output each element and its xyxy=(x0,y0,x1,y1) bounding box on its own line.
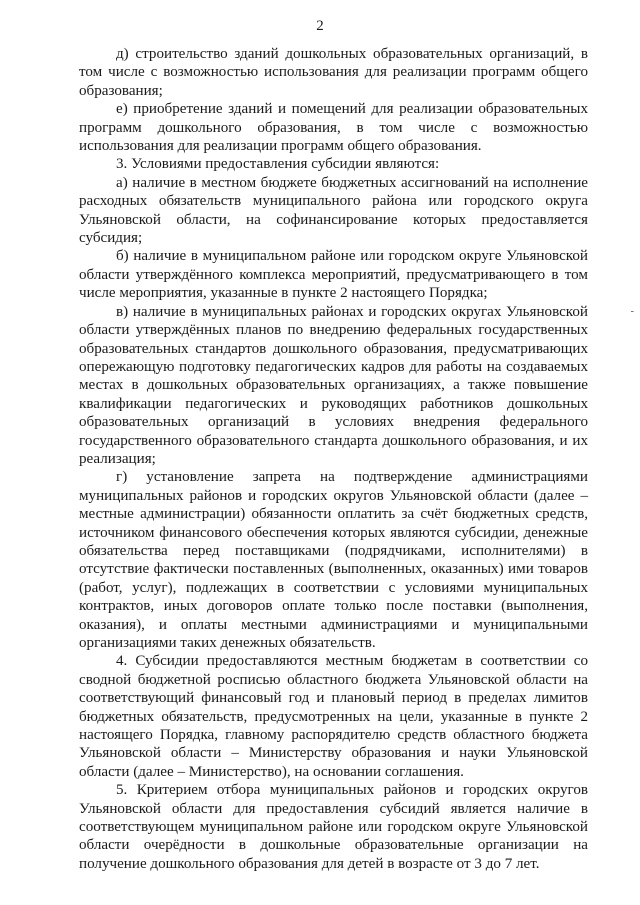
paragraph-section-3: 3. Условиями предоставления субсидии являются: xyxy=(116,156,440,173)
paragraph-e: е) приобретение зданий и помещений для реализации образовательных программ дошкольного образования, в том числе с возможностью использования для реализации программ общего образования. xyxy=(79,101,588,155)
paragraph-section-4: 4. Субсидии предоставляются местным бюджетам в соответствии со сводной бюджетной росписью областного бюджета Ульяновской области на соответствующий финансовый год и плановый период в пределах лимитов бюджетных обязательств, предусмотренных на цели, указанные в пункте 2 настоящего Порядка, главному распорядителю средств областного бюджета Ульяновской области – Министерству образования и науки Ульяновской области (далее – Министерство), на основании соглашения. xyxy=(79,653,588,780)
paragraph-3v: в) наличие в муниципальных районах и городских округах Ульяновской области утверждённых планов по внедрению федеральных государственных образовательных стандартов дошкольного образования, предусматривающих опережающую подготовку педагогических кадров для работы на создаваемых местах в дошкольных образовательных организациях, а также повышение квалификации педагогических и руководящих работников дошкольных образовательных организаций в условиях внедрения федерального государственного образовательного стандарта дошкольного образования, и их реализация; xyxy=(79,303,588,467)
page-number: 2 xyxy=(316,18,324,34)
paragraph-section-5: 5. Критерием отбора муниципальных районов и городских округов Ульяновской области для предоставления субсидий является наличие в соответствующем муниципальном районе или городском округе Ульяновской области очерёдности в дошкольные образовательные организации на получение дошкольного образования для детей в возрасте от 3 до 7 лет. xyxy=(79,782,588,872)
margin-mark: - xyxy=(630,306,634,317)
document-body xyxy=(79,45,588,873)
paragraph-3a: а) наличие в местном бюджете бюджетных ассигнований на исполнение расходных обязательств муниципального района или городского округа Ульяновской области, на софинансирование которых предоставляется субсидия; xyxy=(79,174,588,247)
paragraph-3g: г) установление запрета на подтверждение администрациями муниципальных районов и городских округов Ульяновской области (далее – местные администрации) обязанности оплатить за счёт бюджетных средств, источником финансового обеспечения которых являются субсидии, денежные обязательства перед поставщиками (подрядчиками, исполнителями) в отсутствие фактически поставленных (выполненных, оказанных) ими товаров (работ, услуг), подлежащих в соответствии с условиями муниципальных контрактов, иных договоров оплате только после поставки (выполнения, оказания), и оплаты местными администрациями и муниципальными организациями таких денежных обязательств. xyxy=(79,469,588,651)
paragraph-d: д) строительство зданий дошкольных образовательных организаций, в том числе с возможностью использования для реализации программ общего образования; xyxy=(79,46,588,99)
paragraph-3b: б) наличие в муниципальном районе или городском округе Ульяновской области утверждённого комплекса мероприятий, предусматривающего в том числе мероприятия, указанные в пункте 2 настоящего Порядка; xyxy=(79,248,588,302)
